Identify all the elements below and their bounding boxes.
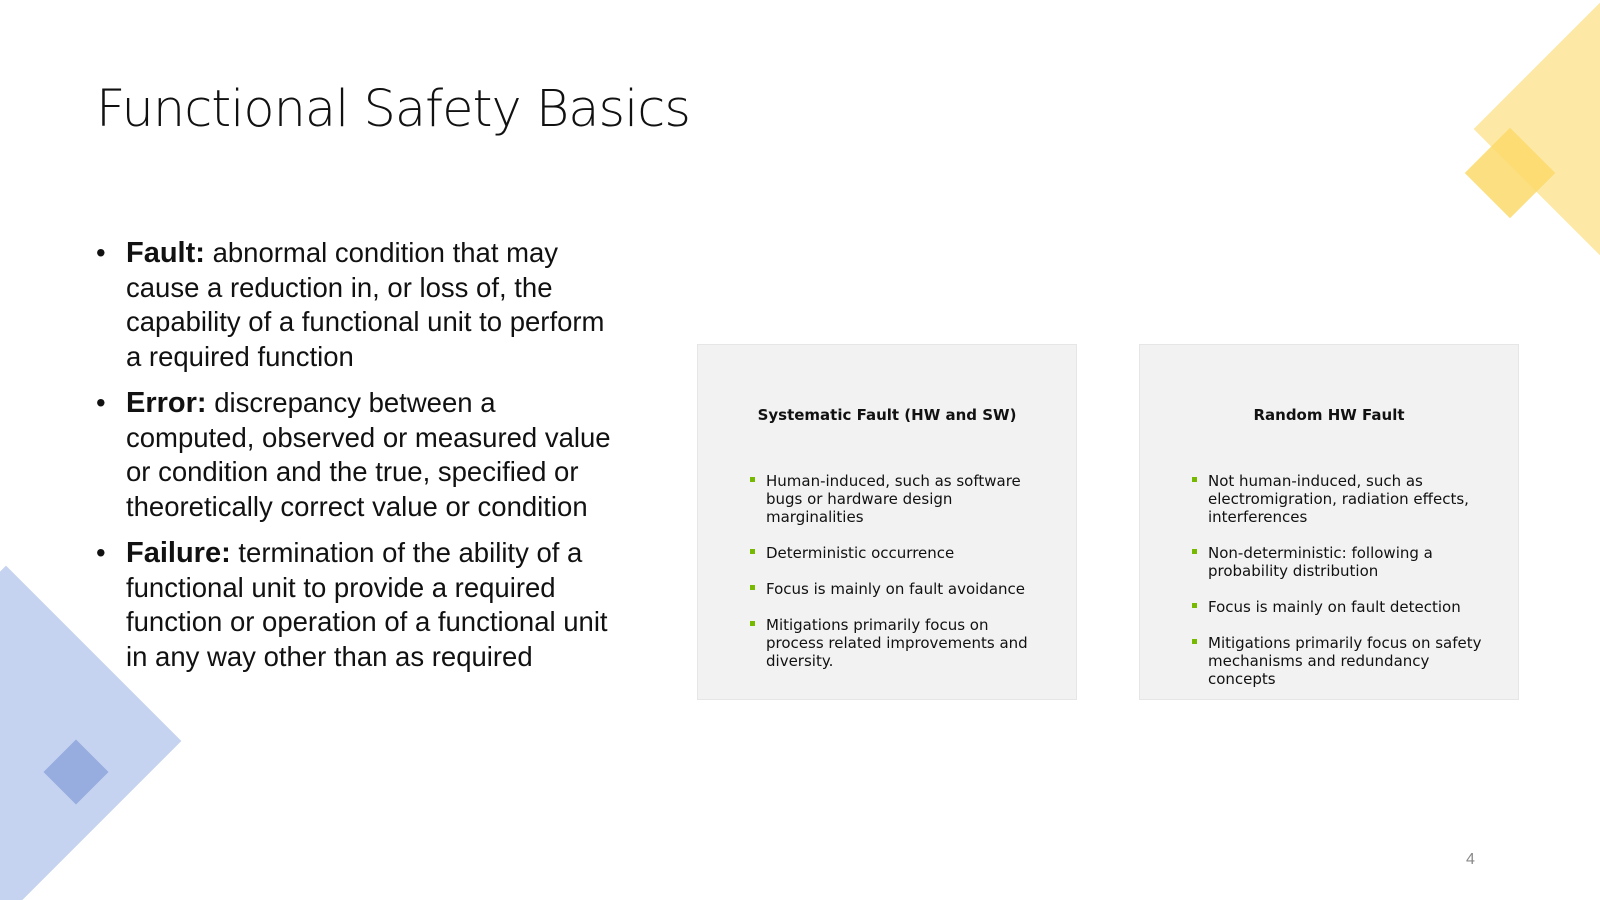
bullet-icon: • [96, 537, 106, 568]
list-item-text: Non-deterministic: following a probability distribution [1208, 544, 1433, 580]
square-bullet-icon [1192, 549, 1197, 554]
card-list [750, 472, 1050, 688]
list-item-text: Mitigations primarily focus on process related improvements and diversity. [766, 616, 1028, 670]
list-item-text: Deterministic occurrence [766, 544, 955, 562]
page-number: 4 [1466, 851, 1475, 868]
list-item [1192, 544, 1492, 580]
definition-term: Fault: [126, 237, 205, 269]
bullet-icon: • [96, 387, 106, 418]
list-item-text: Human-induced, such as software bugs or hardware design marginalities [766, 472, 1021, 526]
card-title: Systematic Fault (HW and SW) [757, 406, 1017, 424]
definition-error [96, 386, 616, 524]
list-item [750, 544, 1050, 562]
definition-text: abnormal condition that may cause a reduction in, or loss of, the capability of a functional unit to perform a required function [126, 237, 605, 372]
list-item [750, 580, 1050, 598]
list-item-text: Focus is mainly on fault detection [1208, 598, 1461, 616]
list-item [1192, 472, 1492, 526]
definition-fault [96, 236, 616, 374]
definition-text: termination of the ability of a functional unit to provide a required function or operation of a functional unit in any way other than as required [126, 537, 608, 672]
square-bullet-icon [750, 585, 755, 590]
definition-term: Failure: [126, 537, 231, 569]
list-item [750, 616, 1050, 670]
list-item [1192, 598, 1492, 616]
definition-failure [96, 536, 616, 674]
definitions-list [96, 236, 616, 686]
bullet-icon: • [96, 237, 106, 268]
definition-text: discrepancy between a computed, observed or measured value or condition and the true, specified or theoretically correct value or condition [126, 387, 611, 522]
card-title: Random HW Fault [1253, 406, 1405, 424]
list-item-text: Not human-induced, such as electromigration, radiation effects, interferences [1208, 472, 1469, 526]
list-item [750, 472, 1050, 526]
square-bullet-icon [1192, 639, 1197, 644]
slide-title: Functional Safety Basics [96, 80, 690, 139]
random-hw-fault-card [1139, 344, 1519, 700]
square-bullet-icon [1192, 603, 1197, 608]
yellow-diamond-decoration [1474, 0, 1600, 263]
systematic-fault-card [697, 344, 1077, 700]
list-item-text: Mitigations primarily focus on safety mechanisms and redundancy concepts [1208, 634, 1482, 688]
definition-term: Error: [126, 387, 207, 419]
square-bullet-icon [750, 477, 755, 482]
list-item [1192, 634, 1492, 688]
card-list [1192, 472, 1492, 706]
list-item-text: Focus is mainly on fault avoidance [766, 580, 1026, 598]
square-bullet-icon [750, 621, 755, 626]
square-bullet-icon [750, 549, 755, 554]
square-bullet-icon [1192, 477, 1197, 482]
